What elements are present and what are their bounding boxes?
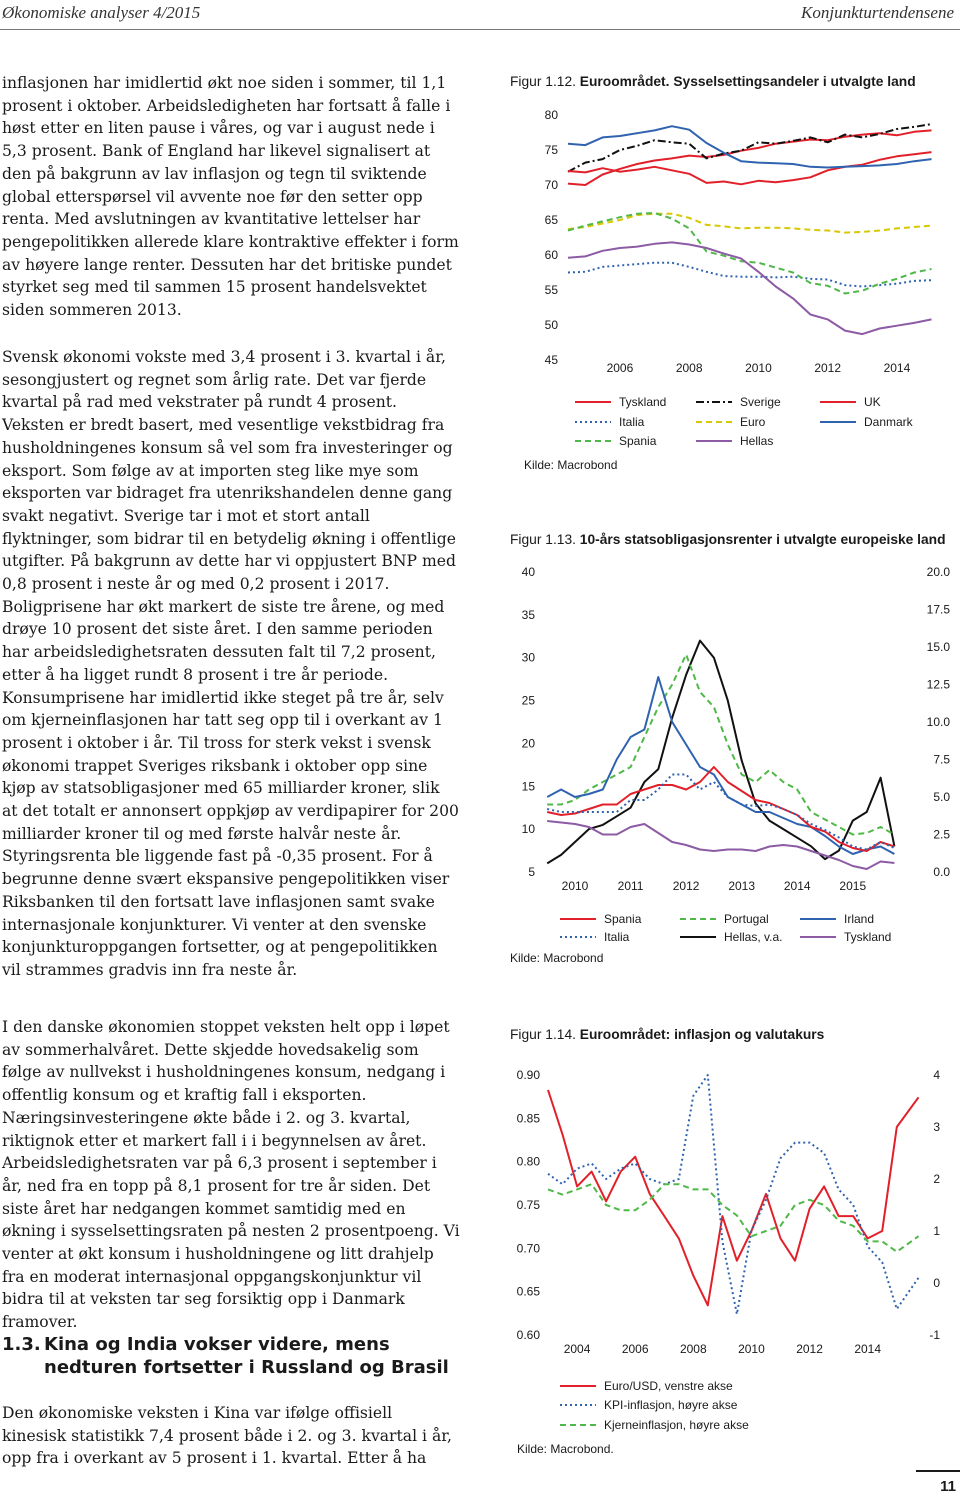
section-title: Kina og India vokser videre, mens nedturen fortsetter i Russland og Brasil bbox=[44, 1334, 449, 1378]
legend-label: Euro bbox=[740, 415, 766, 429]
x-tick-label: 2008 bbox=[679, 1342, 707, 1356]
page-number-rule bbox=[916, 1470, 960, 1472]
chart-inflation-exchange-rate bbox=[480, 1025, 960, 1465]
x-tick-label: 2015 bbox=[839, 879, 867, 893]
y2-tick-label: 5.0 bbox=[933, 790, 950, 804]
y-tick-label: 60 bbox=[544, 248, 558, 262]
legend-label: Kjerneinflasjon, høyre akse bbox=[604, 1418, 749, 1432]
series-line-euro-usd-venstre-akse bbox=[548, 1090, 919, 1305]
y2-tick-label: 3 bbox=[933, 1120, 940, 1134]
running-header bbox=[0, 0, 960, 30]
y2-tick-label: 12.5 bbox=[926, 677, 950, 692]
y-tick-label: 25 bbox=[521, 693, 535, 708]
figure-title: Figur 1.14. Euroområdet: inflasjon og valutakurs bbox=[510, 1027, 825, 1042]
y2-tick-label: 2.5 bbox=[933, 827, 950, 842]
y-tick-label: 5 bbox=[528, 865, 535, 879]
x-tick-label: 2004 bbox=[563, 1342, 591, 1356]
x-tick-label: 2010 bbox=[738, 1342, 765, 1356]
x-tick-label: 2008 bbox=[675, 361, 703, 375]
legend-label: Italia bbox=[619, 415, 645, 429]
y-tick-label: 0.65 bbox=[516, 1284, 540, 1299]
x-tick-label: 2012 bbox=[814, 361, 842, 375]
x-tick-label: 2013 bbox=[728, 879, 756, 893]
chart-source: Kilde: Macrobond bbox=[510, 951, 604, 965]
figure-1-14 bbox=[480, 1025, 960, 1465]
series-line-spania bbox=[547, 767, 894, 851]
legend-label: KPI-inflasjon, høyre akse bbox=[604, 1398, 738, 1412]
y2-tick-label: 7.5 bbox=[933, 752, 950, 767]
legend-label: Italia bbox=[604, 930, 630, 944]
y2-tick-label: 15.0 bbox=[926, 640, 950, 654]
figure-1-13 bbox=[480, 530, 960, 980]
legend-label: Euro/USD, venstre akse bbox=[604, 1379, 733, 1393]
x-tick-label: 2010 bbox=[561, 879, 589, 893]
header-rule bbox=[0, 29, 960, 30]
body-paragraph-denmark: I den danske økonomien stoppet veksten helt opp i løpet av sommerhalvåret. Dette skjedde hovedsakelig som følge av nullvekst i husholdningenes konsum, nedgang i offentlig konsum og et kraftig fall i eksporten. Næringsinvesteringene økte både i 2. og 3. kvartal, riktignok etter et markert fall i i begynnelsen av året. Arbeidsledighetsraten var på 6,3 prosent i september i år, ned fra en topp på 8,1 prosent for tre år siden. Det siste året har nedgangen kommet samtidig med en økning i sysselsettingsraten på nesten 2 prosentpoeng. Vi venter at økt konsum i husholdningene og litt drahjelp fra en moderat internasjonal oppgangskonjunktur vil bidra til at veksten tar seg forsiktig opp i Danmark framover. bbox=[2, 1018, 460, 1332]
series-line-tyskland bbox=[568, 130, 932, 185]
series-line-euro bbox=[568, 214, 932, 233]
legend-label: Tyskland bbox=[844, 930, 892, 944]
y-tick-label: 75 bbox=[544, 143, 558, 157]
y2-tick-label: 0.0 bbox=[933, 865, 950, 879]
y-tick-label: 55 bbox=[544, 283, 558, 297]
body-paragraph-sweden: Svensk økonomi vokste med 3,4 prosent i 3. kvartal i år, sesongjustert og regnet som årlig rate. Det var fjerde kvartal på rad med vekstrater på rundt 4 prosent. Veksten er bredt basert, med vesentlige vekstbidrag fra husholdningenes konsum så vel som fra investeringer og eksport. Som følge av at importen steg like mye som eksporten var bidraget fra utenrikshandelen denne gang svakt negativt. Sverige tar i mot et stort antall flyktninger, som bidrar til en betydelig økning i offentlige utgifter. På bakgrunn av dette har vi oppjustert BNP med 0,8 prosent i neste år og med 0,2 prosent i 2017. Boligprisene har økt markert de siste tre årene, og med drøye 10 prosent det siste året. I den samme perioden har arbeidsledighetsraten dessuten falt til 7,2 prosent, etter å ha ligget rundt 8 prosent i tre år periode. Konsumprisene har imidlertid ikke steget på tre år, selv om kjerneinflasjonen har tatt seg opp til i overkant av 1 prosent i oktober i år. Til tross for sterk vekst i svensk økonomi trappet Sveriges riksbank i oktober opp sine kjøp av statsobligasjoner med 65 milliarder kroner, slik at det totalt er annonsert oppkjøp av verdipapirer for 200 milliarder kroner til og med første halvår neste år. Styringsrenta ble liggende fast på -0,35 prosent. For å begrunne denne svært ekspansive pengepolitikken viser Riksbanken til den fortsatt lave inflasjonen samt svake internasjonale konjunkturer. Vi venter at den svenske konjunkturoppgangen fortsetter, og at pengepolitikken vil strammes gradvis inn fra neste år. bbox=[2, 348, 459, 979]
y-tick-label: 30 bbox=[521, 650, 535, 665]
section-heading bbox=[2, 1333, 460, 1379]
figure-title: Figur 1.12. Euroområdet. Sysselsettingsandeler i utvalgte land bbox=[510, 74, 916, 89]
y-tick-label: 50 bbox=[544, 318, 558, 332]
y-tick-label: 40 bbox=[521, 565, 535, 579]
x-tick-label: 2006 bbox=[621, 1342, 649, 1356]
x-tick-label: 2006 bbox=[606, 361, 634, 375]
y-tick-label: 0.80 bbox=[516, 1154, 540, 1169]
y2-tick-label: 1 bbox=[933, 1224, 940, 1238]
x-tick-label: 2014 bbox=[854, 1342, 882, 1356]
x-tick-label: 2012 bbox=[672, 879, 700, 893]
legend-label: Hellas bbox=[740, 434, 774, 448]
y2-tick-label: 2 bbox=[933, 1172, 940, 1186]
legend-label: Spania bbox=[604, 912, 642, 926]
y2-tick-label: 0 bbox=[933, 1276, 940, 1290]
y-tick-label: 80 bbox=[544, 108, 558, 122]
legend-label: Danmark bbox=[864, 415, 913, 429]
section-header: Konjunkturtendensene bbox=[801, 3, 954, 22]
y2-tick-label: 20.0 bbox=[926, 565, 950, 579]
figure-1-12 bbox=[480, 70, 960, 490]
x-tick-label: 2010 bbox=[745, 361, 772, 375]
y-tick-label: 35 bbox=[521, 607, 535, 622]
y-tick-label: 0.90 bbox=[516, 1068, 540, 1082]
y2-tick-label: 10.0 bbox=[926, 715, 950, 729]
y-tick-label: 15 bbox=[521, 779, 535, 794]
legend-label: Tyskland bbox=[619, 395, 667, 409]
y2-tick-label: -1 bbox=[929, 1328, 940, 1342]
chart-government-bond-yields bbox=[480, 530, 960, 980]
y-tick-label: 10 bbox=[521, 822, 535, 837]
x-tick-label: 2014 bbox=[883, 361, 911, 375]
x-tick-label: 2011 bbox=[617, 879, 644, 893]
chart-source: Kilde: Macrobond bbox=[524, 458, 618, 472]
y-tick-label: 65 bbox=[544, 213, 558, 227]
legend-label: UK bbox=[864, 395, 881, 409]
x-tick-label: 2014 bbox=[783, 879, 811, 893]
page-number: 11 bbox=[940, 1478, 956, 1495]
body-paragraph-china: Den økonomiske veksten i Kina var ifølge offisiell kinesisk statistikk 7,4 prosent både i 2. og 3. kvartal i år, opp fra i overkant av 5 prosent i 1. kvartal. Etter å ha bbox=[2, 1404, 452, 1468]
legend-label: Hellas, v.a. bbox=[724, 930, 783, 944]
legend-label: Sverige bbox=[740, 395, 781, 409]
y-tick-label: 20 bbox=[521, 736, 535, 751]
y-tick-label: 0.85 bbox=[516, 1111, 540, 1126]
legend-label: Spania bbox=[619, 434, 657, 448]
legend-label: Irland bbox=[844, 912, 875, 926]
journal-title: Økonomiske analyser 4/2015 bbox=[2, 3, 201, 22]
y-tick-label: 0.70 bbox=[516, 1241, 540, 1256]
body-paragraph-uk: inflasjonen har imidlertid økt noe siden i sommer, til 1,1 prosent i oktober. Arbeidsledigheten har fortsatt å falle i høst etter en liten pause i våres, og var i august nede i 5,3 prosent. Bank of England har likevel signalisert at den på bakgrunn av lav inflasjon og tegn til sviktende global etterspørsel vil avvente noe før den setter opp renta. Med avslutningen av kvantitative lettelser har pengepolitikken allerede klare kontraktive effekter i form av høyere lange renter. Dessuten har det britiske pundet styrket seg med til sammen 15 prosent handelsvektet siden sommeren 2013. bbox=[2, 74, 459, 320]
chart-employment-rates bbox=[480, 70, 960, 490]
y-tick-label: 0.60 bbox=[516, 1328, 540, 1342]
x-tick-label: 2012 bbox=[796, 1342, 823, 1356]
section-number: 1.3. bbox=[2, 1334, 41, 1355]
series-line-spania bbox=[568, 213, 932, 294]
figure-title: Figur 1.13. 10-års statsobligasjonsrenter i utvalgte europeiske land bbox=[510, 532, 946, 547]
y-tick-label: 0.75 bbox=[516, 1198, 540, 1212]
series-line-irland bbox=[547, 677, 894, 854]
y2-tick-label: 17.5 bbox=[926, 602, 950, 617]
y-tick-label: 70 bbox=[544, 178, 558, 192]
y2-tick-label: 4 bbox=[933, 1068, 940, 1082]
y-tick-label: 45 bbox=[544, 353, 558, 367]
chart-source: Kilde: Macrobond. bbox=[517, 1442, 614, 1456]
series-line-hellas bbox=[568, 242, 932, 334]
legend-label: Portugal bbox=[724, 912, 769, 926]
